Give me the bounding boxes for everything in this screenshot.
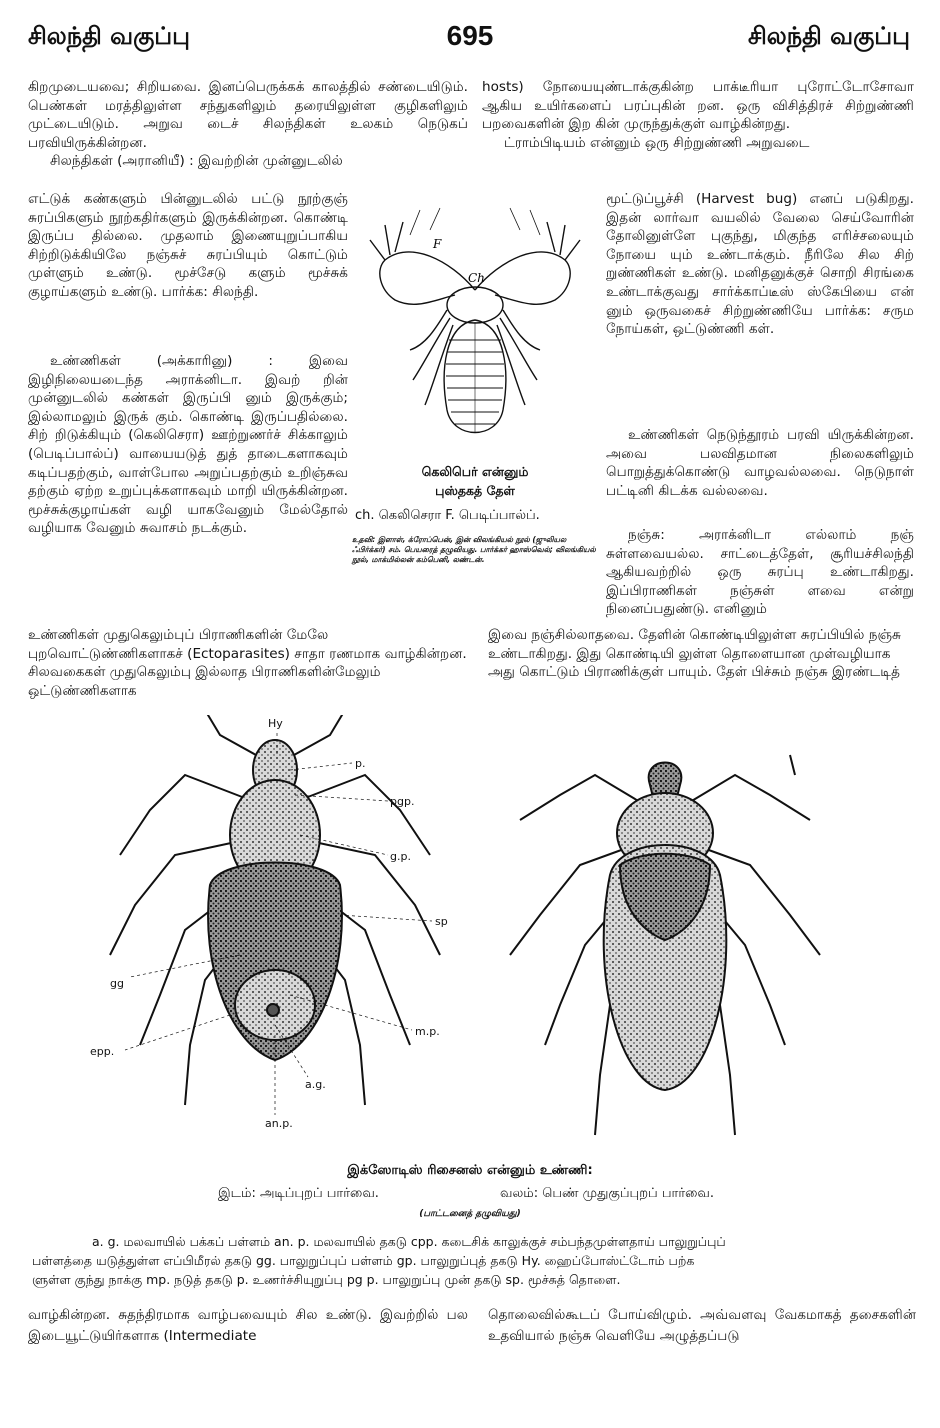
right-para-4-wrap: நஞ்சு: அராக்னிடா எல்லாம் நஞ் சுள்ளவையல்ல. சாட்டைத்தேள், சூரியச்சிலந்தி ஆகியவற்றில் ஒரு சுரப்பு உண்டாகிறது. இப்பிராணிகள் நஞ்சுள் ளவை என்று நினைப்பதுண்டு. எனினும் bbox=[606, 527, 914, 618]
label-gg: gg bbox=[110, 977, 124, 990]
label-ag: a.g. bbox=[305, 1078, 326, 1091]
right-para-3-wrap: உண்ணிகள் நெடுந்தூரம் பரவி யிருக்கின்றன. அவை பலவிதமான நிலைகளிலும் பொறுத்துக்கொண்டு வாழவல்லவை. நெடுநாள் பட்டினி கிடக்க வல்லவை. bbox=[606, 427, 914, 499]
tick-illustration bbox=[90, 715, 870, 1165]
label-pgp: pgp. bbox=[390, 795, 415, 808]
bottom-right-text: தொலைவில்கூடப் போய்விழும். அவ்வளவு வேகமாகத் தசைகளின் உதவியால் நஞ்சு வெளியே அழுத்தப்படு bbox=[488, 1307, 916, 1344]
label-gp: g.p. bbox=[390, 850, 411, 863]
legend-line-2: பள்ளத்தை யடுத்துள்ள எப்பிமீரல் தகடு gg. பாலுறுப்புப் பள்ளம் gp. பாலுறுப்புத் தகடு Hy. ஹைப்போஸ்ட்டோம் பற்க bbox=[32, 1253, 695, 1268]
tick-caption-credit: (பாட்டனைத் தழுவியது) bbox=[419, 1209, 521, 1219]
small-caption-line1: கெலிபெர் என்னும் bbox=[421, 464, 529, 479]
label-hy: Hy bbox=[268, 717, 283, 730]
left-para-2-lead: சிலந்திகள் (அரானியீ) : இவற்றின் முன்னுடலில் bbox=[50, 153, 343, 170]
left-column bbox=[28, 78, 468, 171]
left-para-4: உண்ணிகள் முதுகெலும்புப் பிராணிகளின் மேலே புறவொட்டுண்ணிகளாகச் (Ectoparasites) சாதா ரணமாக வாழ்கின்றன. சிலவகைகள் முதுகெலும்பு இல்லாத பிராணிகளின்மேலும் ஒட்டுண்ணிகளாக bbox=[28, 627, 467, 699]
fig-label-f: F bbox=[433, 237, 442, 251]
legend-line-3: ளுள்ள குந்து நாக்கு mp. நடுத் தகடு p. உணர்ச்சியுறுப்பு pg p. பாலுறுப்பு முன் தகடு sp. மூச்சுத் தொளை. bbox=[32, 1272, 621, 1287]
caption-view-left: இடம்: அடிப்புறப் பார்வை. bbox=[218, 1186, 379, 1201]
caption-view-right: வலம்: பெண் முதுகுப்புறப் பார்வை. bbox=[500, 1186, 714, 1201]
small-figure-labels: ch. கெலிசெரா F. பெடிப்பால்ப். bbox=[355, 508, 540, 523]
label-anp: an.p. bbox=[265, 1117, 293, 1130]
page-number: 695 bbox=[446, 20, 494, 51]
small-caption-line2: புஸ்தகத் தேள் bbox=[435, 483, 515, 498]
figure-legend bbox=[32, 1232, 912, 1289]
right-para-1: hosts) நோயையுண்டாக்குகின்ற பாக்டீரியா புரோட்டோசோவா ஆகிய உயிர்களைப் பரப்புகின் றன. ஒரு விசித்திரச் சிற்றுண்ணி பறவைகளின் இற கின் முருந்துக்குள் வாழ்கின்றது. bbox=[482, 79, 914, 133]
left-para-2-wrap: எட்டுக் கண்களும் பின்னுடலில் பட்டு நூற்குஞ் சுரப்பிகளும் நூற்கதிர்களும் இருக்கின்றன. கொண்டி இருப்ப தில்லை. முதலாம் இணையுறுப்பாகிய சிற்றிடுக்கியிலே நஞ்சுச் சுரப்பியும் கொட்டும் முள்ளும் உண்டு. மூச்சேடு களும் மூச்சுக் குழாய்களும் உண்டு. பார்க்க: சிலந்தி. bbox=[28, 191, 348, 300]
legend-line-1: a. g. மலவாயில் பக்கப் பள்ளம் an. p. மலவாயில் தகடு cpp. கடைசிக் காலுக்குச் சம்பந்தமுள்ளதாய் பாலுறுப்புப் bbox=[92, 1234, 726, 1249]
running-header-right: சிலந்தி வகுப்பு bbox=[747, 22, 910, 50]
running-header-left: சிலந்தி வகுப்பு bbox=[28, 22, 191, 50]
right-column bbox=[482, 78, 914, 152]
label-p: p. bbox=[355, 757, 366, 770]
label-epp: epp. bbox=[90, 1045, 115, 1058]
left-para-1: கிறமுடையவை; சிறியவை. இனப்பெருக்கக் காலத்தில் சண்டையிடும். பெண்கள் மரத்திலுள்ள சந்துகளிலும் தரையிலுள்ள குழிகளிலும் முட்டையிடும். அறுவ டைச் சிலந்திகள் உலகம் நெடுகப் பரவியிருக்கின்றன. bbox=[28, 79, 468, 151]
tick-ventral-view bbox=[110, 715, 440, 1105]
right-para-2-wrap: மூட்டுப்பூச்சி (Harvest bug) எனப் படுகிறது. இதன் லார்வா வயலில் வேலை செய்வோரின் தோலினுள்ளே புகுந்து, மிகுந்த எரிச்சலையும் நோயை யும் உண்டாக்கும். நீரிலே சில சிற் றுண்ணிகள் உண்டு. மனிதனுக்குச் சொறி சிரங்கை உண்டாக்குவது சார்க்காப்டீஸ் ஸ்கேபியை என் னும் ஒருவகைச் சிற்றுண்ணியே பார்க்க: சரும நோய்கள், ஒட்டுண்ணி கள். bbox=[606, 191, 914, 338]
bottom-left-text: வாழ்கின்றன. சுதந்திரமாக வாழ்பவையும் சில உண்டு. இவற்றில் பல இடையூட்டுயிர்களாக (Intermediate bbox=[28, 1307, 468, 1344]
label-mp: m.p. bbox=[415, 1025, 440, 1038]
tick-caption-title: இக்ஸோடிஸ் ரிசைனஸ் என்னும் உண்ணி: bbox=[347, 1163, 593, 1178]
small-figure-credit: உதவி: இளாள், க்ரோப்பென், இன் விலங்கியல் நூல் (ஜுலியல ஃபிர்க்கர்) சம். பெயரைத் தழுவியது. பார்க்கர் ஹாஸ்வெல்; விலங்கியல் நூல், மாக்மில்லன் கம்பெனி, லண்டன். bbox=[352, 535, 596, 564]
right-para-5: இவை நஞ்சில்லாதவை. தேளின் கொண்டியிலுள்ள சுரப்பியில் நஞ்சு உண்டாகிறது. இது கொண்டியி லுள்ள தொளையான முள்வழியாக அது கொட்டும் பிராணிக்குள் பாயும். தேள் பிச்சும் நஞ்சு இரண்டடித் bbox=[488, 627, 901, 681]
left-para-3-wrap: உண்ணிகள் (அக்காரினு) : இவை இழிநிலையடைந்த அராக்னிடா. இவற் றின் முன்னுடலில் கண்கள் இருப்பி னும் இருக்கும்; இல்லாமலும் இருக் கும். கொண்டி இருப்பதில்லை. சிற் றிடுக்கியும் (கெலிசெரா) ஊற்றுணர்ச் சிக்காலும் (பெடிப்பால்ப்) வாயையடுத் துத் தாடைகளாகவும் கடிப்பதற்கும், வாள்போல அறுப்பதற்கும் உறிஞ்சுவ தற்கும் ஏற்ற உறுப்புக்களாகவும் மாறி யிருக்கின்றன. மூச்சுக்குழாய்கள் வழி யாகவேனும் மேல்தோல் வழியாக வேனும் சுவாசம் நடக்கும். bbox=[28, 353, 348, 537]
label-sp: sp bbox=[435, 915, 448, 928]
small-figure-caption bbox=[355, 462, 595, 500]
tick-dorsal-view bbox=[510, 755, 820, 1135]
right-para-2-lead: ட்ராம்பிடியம் என்னும் ஒரு சிற்றுண்ணி அறுவடை bbox=[504, 134, 810, 151]
book-scorpion-illustration bbox=[355, 200, 595, 460]
fig-label-ch: Ch bbox=[468, 271, 485, 285]
